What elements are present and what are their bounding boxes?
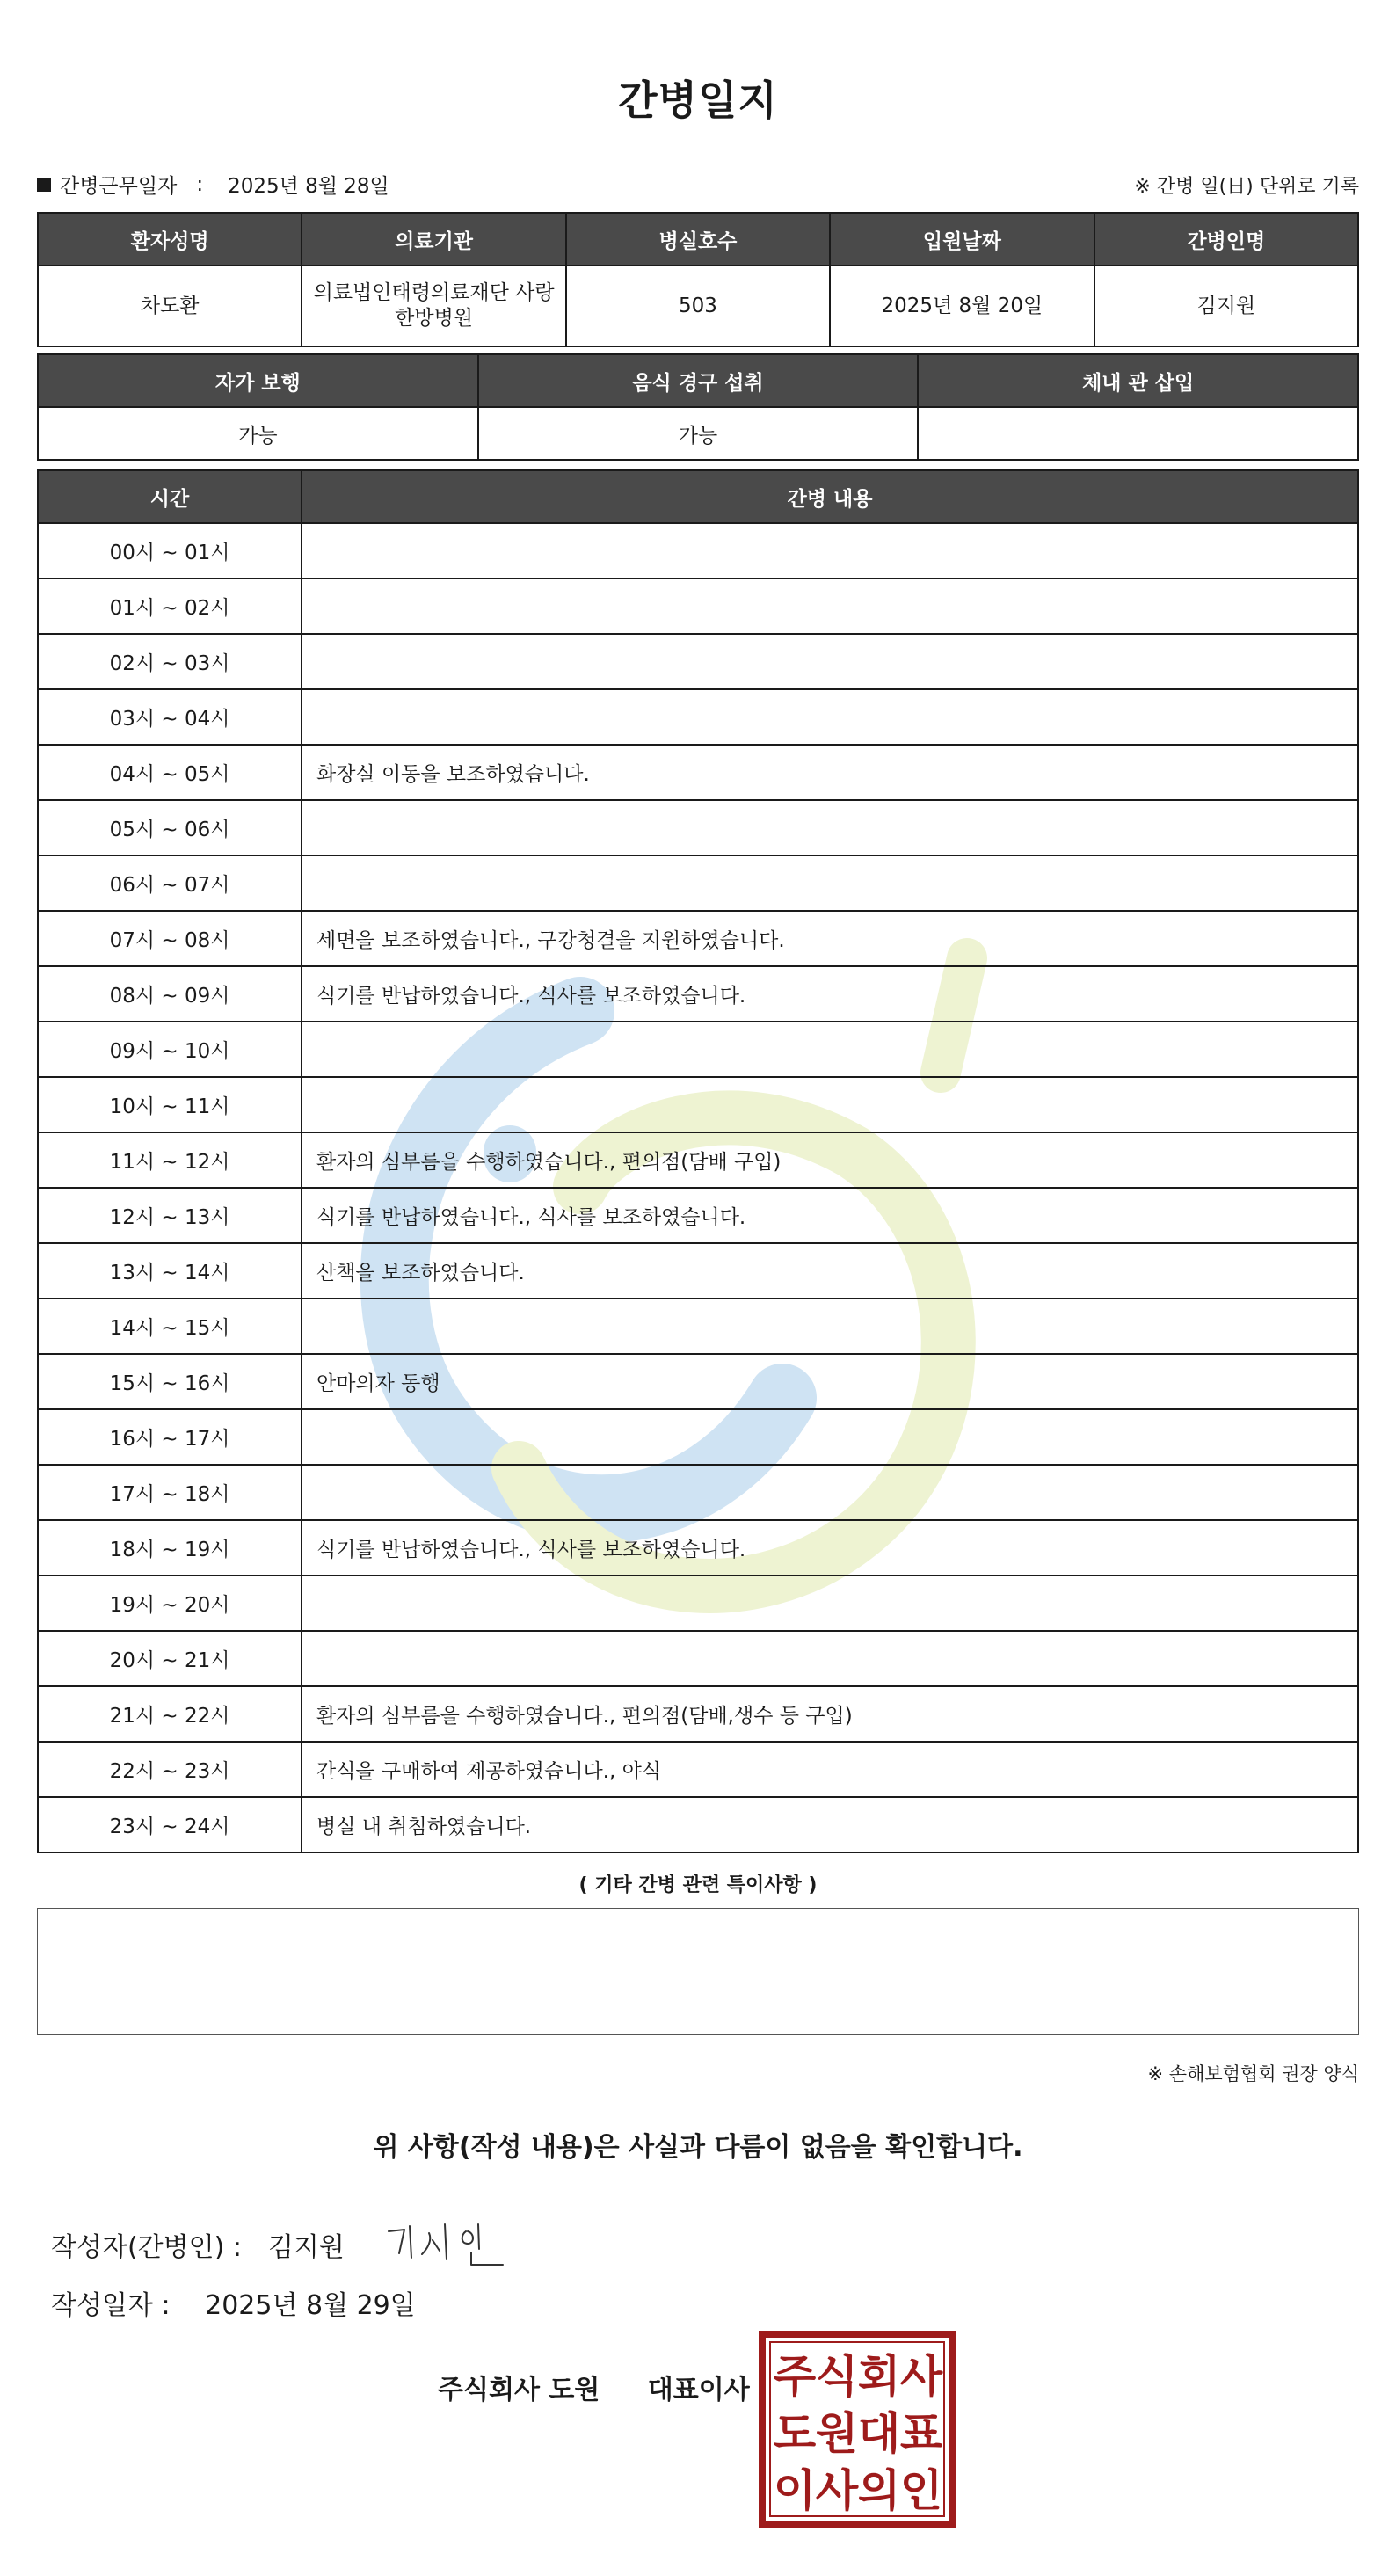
patient-info-row: [38, 266, 1358, 346]
confirmation-statement: 위 사항(작성 내용)은 사실과 다름이 없음을 확인합니다.: [373, 2132, 1023, 2163]
header-self-walking: 자가 보행: [38, 354, 478, 407]
time-slot: 15시 ~ 16시: [38, 1354, 302, 1409]
care-log-row: [38, 1188, 1358, 1243]
care-log-row: [38, 1077, 1358, 1132]
work-date-value: 2025년 8월 28일: [228, 175, 389, 198]
time-slot: 19시 ~ 20시: [38, 1575, 302, 1631]
svg-text:인: 인: [899, 2465, 943, 2516]
care-content: [302, 523, 1358, 579]
document-title: 간병일지: [618, 76, 778, 124]
care-content: [302, 1409, 1358, 1465]
handwritten-signature-icon: [380, 2214, 529, 2275]
time-slot: 17시 ~ 18시: [38, 1465, 302, 1520]
work-date-separator: :: [196, 172, 204, 196]
time-slot: 14시 ~ 15시: [38, 1299, 302, 1354]
care-log-row: [38, 689, 1358, 745]
record-unit-note: ※ 간병 일(日) 단위로 기록: [1134, 176, 1359, 198]
status-row: [38, 407, 1358, 460]
care-log-row: [38, 911, 1358, 966]
header-institution: 의료기관: [302, 213, 565, 266]
work-date-line: [37, 170, 389, 199]
svg-text:주: 주: [773, 2351, 817, 2402]
time-slot: 12시 ~ 13시: [38, 1188, 302, 1243]
care-log-row: [38, 1132, 1358, 1188]
institution: [302, 266, 565, 346]
time-slot: 10시 ~ 11시: [38, 1077, 302, 1132]
header-caregiver-name: 간병인명: [1094, 213, 1358, 266]
tube-insertion-value: [918, 407, 1358, 460]
caregiver-name: 김지원: [1094, 266, 1358, 346]
time-slot: 22시 ~ 23시: [38, 1742, 302, 1797]
company-line: [438, 2368, 750, 2406]
care-log-row: [38, 1520, 1358, 1575]
care-content: 안마의자 동행: [302, 1354, 1358, 1409]
company-seal-icon: [758, 2330, 956, 2529]
company-name: 주식회사 도원: [438, 2375, 600, 2405]
time-slot: 11시 ~ 12시: [38, 1132, 302, 1188]
care-log-row: [38, 855, 1358, 911]
form-source-note: ※ 손해보험협회 권장 양식: [1147, 2063, 1359, 2085]
header-admission-date: 입원날짜: [830, 213, 1094, 266]
svg-text:이: 이: [773, 2465, 817, 2516]
care-log-header-row: [38, 470, 1358, 523]
header-care-content: 간병 내용: [302, 470, 1358, 523]
svg-text:의: 의: [857, 2465, 901, 2516]
care-log-row: [38, 1742, 1358, 1797]
care-log-table: [37, 469, 1359, 1853]
svg-text:도: 도: [773, 2408, 817, 2459]
patient-status-table: [37, 353, 1359, 461]
time-slot: 16시 ~ 17시: [38, 1409, 302, 1465]
remarks-heading: ( 기타 간병 관련 특이사항 ): [578, 1874, 818, 1896]
self-walking-value: 가능: [38, 407, 478, 460]
care-log-row: [38, 1243, 1358, 1299]
care-content: 세면을 보조하였습니다., 구강청결을 지원하였습니다.: [302, 911, 1358, 966]
time-slot: 02시 ~ 03시: [38, 634, 302, 689]
room-number: 503: [566, 266, 830, 346]
time-slot: 03시 ~ 04시: [38, 689, 302, 745]
writer-label: 작성자(간병인) :: [51, 2232, 242, 2263]
care-content: 산책을 보조하였습니다.: [302, 1243, 1358, 1299]
svg-text:회: 회: [857, 2351, 901, 2402]
care-content: [302, 1465, 1358, 1520]
care-content: [302, 1077, 1358, 1132]
care-content: [302, 1631, 1358, 1686]
svg-text:원: 원: [815, 2408, 859, 2459]
header-patient-name: 환자성명: [38, 213, 302, 266]
writer-line: [51, 2214, 529, 2275]
care-content: [302, 689, 1358, 745]
admission-date: 2025년 8월 20일: [830, 266, 1094, 346]
time-slot: 18시 ~ 19시: [38, 1520, 302, 1575]
header-room: 병실호수: [566, 213, 830, 266]
remarks-box: [37, 1908, 1359, 2035]
care-content: [302, 634, 1358, 689]
bullet-square-icon: [37, 178, 51, 192]
header-tube-insertion: 체내 관 삽입: [918, 354, 1358, 407]
care-log-row: [38, 1022, 1358, 1077]
written-date-line: [51, 2283, 416, 2322]
writer-name: 김지원: [267, 2232, 345, 2263]
care-log-row: [38, 1797, 1358, 1852]
care-content: [302, 579, 1358, 634]
status-header-row: [38, 354, 1358, 407]
care-content: [302, 800, 1358, 855]
care-log-row: [38, 966, 1358, 1022]
svg-text:대: 대: [857, 2408, 901, 2459]
institution-line-1: 의료법인태령의료재단 사랑: [313, 281, 555, 305]
work-date-label: 간병근무일자: [60, 175, 178, 198]
institution-line-2: 한방병원: [395, 307, 474, 330]
svg-text:사: 사: [899, 2351, 943, 2402]
oral-intake-value: 가능: [478, 407, 919, 460]
representative-title: 대표이사: [647, 2375, 750, 2405]
header-time: 시간: [38, 470, 302, 523]
time-slot: 04시 ~ 05시: [38, 745, 302, 800]
patient-name: 차도환: [38, 266, 302, 346]
svg-text:식: 식: [815, 2351, 859, 2402]
time-slot: 08시 ~ 09시: [38, 966, 302, 1022]
care-log-row: [38, 1631, 1358, 1686]
care-content: [302, 1299, 1358, 1354]
svg-text:사: 사: [815, 2465, 859, 2516]
care-log-row: [38, 523, 1358, 579]
care-log-row: [38, 1299, 1358, 1354]
patient-info-header-row: [38, 213, 1358, 266]
time-slot: 21시 ~ 22시: [38, 1686, 302, 1742]
time-slot: 00시 ~ 01시: [38, 523, 302, 579]
care-log-row: [38, 1575, 1358, 1631]
care-content: 식기를 반납하였습니다., 식사를 보조하였습니다.: [302, 1520, 1358, 1575]
care-log-row: [38, 1465, 1358, 1520]
time-slot: 01시 ~ 02시: [38, 579, 302, 634]
time-slot: 20시 ~ 21시: [38, 1631, 302, 1686]
care-content: 화장실 이동을 보조하였습니다.: [302, 745, 1358, 800]
time-slot: 07시 ~ 08시: [38, 911, 302, 966]
care-log-row: [38, 1354, 1358, 1409]
care-log-row: [38, 800, 1358, 855]
care-content: 식기를 반납하였습니다., 식사를 보조하였습니다.: [302, 966, 1358, 1022]
care-log-row: [38, 745, 1358, 800]
written-date-label: 작성일자 :: [51, 2290, 171, 2321]
care-log-row: [38, 634, 1358, 689]
care-content: 병실 내 취침하였습니다.: [302, 1797, 1358, 1852]
patient-info-table: [37, 212, 1359, 347]
care-content: [302, 855, 1358, 911]
written-date-value: 2025년 8월 29일: [205, 2290, 416, 2321]
time-slot: 23시 ~ 24시: [38, 1797, 302, 1852]
care-content: 간식을 구매하여 제공하였습니다., 야식: [302, 1742, 1358, 1797]
care-content: 환자의 심부름을 수행하였습니다., 편의점(담배,생수 등 구입): [302, 1686, 1358, 1742]
time-slot: 06시 ~ 07시: [38, 855, 302, 911]
care-log-row: [38, 579, 1358, 634]
time-slot: 05시 ~ 06시: [38, 800, 302, 855]
time-slot: 09시 ~ 10시: [38, 1022, 302, 1077]
time-slot: 13시 ~ 14시: [38, 1243, 302, 1299]
care-content: [302, 1022, 1358, 1077]
care-content: 환자의 심부름을 수행하였습니다., 편의점(담배 구입): [302, 1132, 1358, 1188]
svg-text:표: 표: [899, 2408, 943, 2459]
care-content: 식기를 반납하였습니다., 식사를 보조하였습니다.: [302, 1188, 1358, 1243]
care-log-row: [38, 1409, 1358, 1465]
care-log-row: [38, 1686, 1358, 1742]
care-content: [302, 1575, 1358, 1631]
header-oral-intake: 음식 경구 섭취: [478, 354, 919, 407]
